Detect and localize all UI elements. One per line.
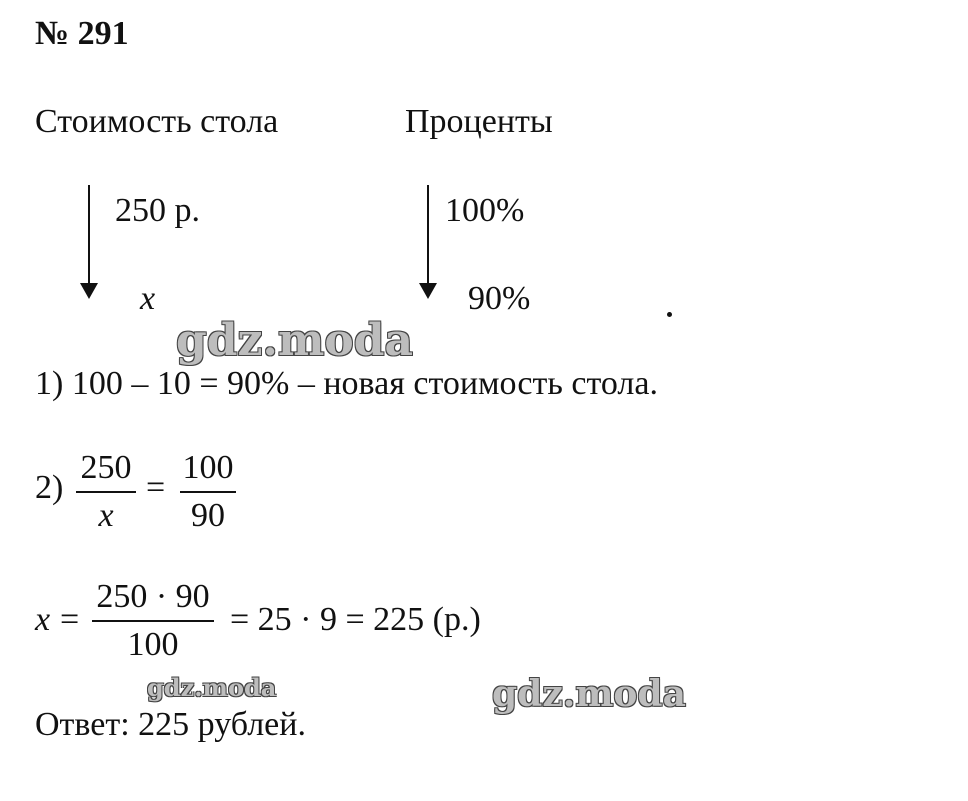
- step2-equals: =: [146, 469, 166, 506]
- fraction-right: [180, 451, 236, 533]
- fraction-bar: [76, 491, 136, 493]
- solution-equals: =: [60, 601, 80, 638]
- header-percent: Проценты: [405, 103, 553, 140]
- dot-mark: [667, 312, 672, 317]
- solution-denominator: 100: [127, 626, 179, 663]
- cost-value-top: 250 р.: [115, 192, 200, 229]
- percent-value-bottom: 90%: [468, 280, 531, 317]
- fraction-left: [76, 451, 136, 533]
- cost-value-bottom: x: [140, 280, 156, 317]
- fraction-bar: [180, 491, 236, 493]
- solution-numerator: 250 · 90: [96, 578, 210, 615]
- arrow-down-icon: [88, 185, 90, 285]
- fraction-left-numerator: 250: [80, 449, 132, 486]
- problem-number: № 291: [35, 15, 129, 52]
- solution-var: x: [35, 601, 51, 638]
- answer-text: Ответ: 225 рублей.: [35, 706, 306, 743]
- step2-label: 2): [35, 469, 64, 506]
- fraction-right-numerator: 100: [182, 449, 234, 486]
- percent-value-top: 100%: [445, 192, 525, 229]
- watermark-logo: gdz.moda: [492, 673, 686, 715]
- fraction-right-denominator: 90: [191, 497, 225, 534]
- arrow-down-icon: [427, 185, 429, 285]
- header-cost: Стоимость стола: [35, 103, 279, 140]
- solution-fraction: [92, 580, 214, 662]
- step1-text: 1) 100 – 10 = 90% – новая стоимость стола.: [35, 365, 658, 402]
- fraction-left-denominator: x: [98, 497, 114, 534]
- solution-result: = 25 · 9 = 225 (р.): [230, 601, 481, 638]
- fraction-bar: [92, 620, 214, 622]
- watermark-logo: gdz.moda: [147, 673, 277, 702]
- watermark-logo: gdz.moda: [176, 315, 414, 366]
